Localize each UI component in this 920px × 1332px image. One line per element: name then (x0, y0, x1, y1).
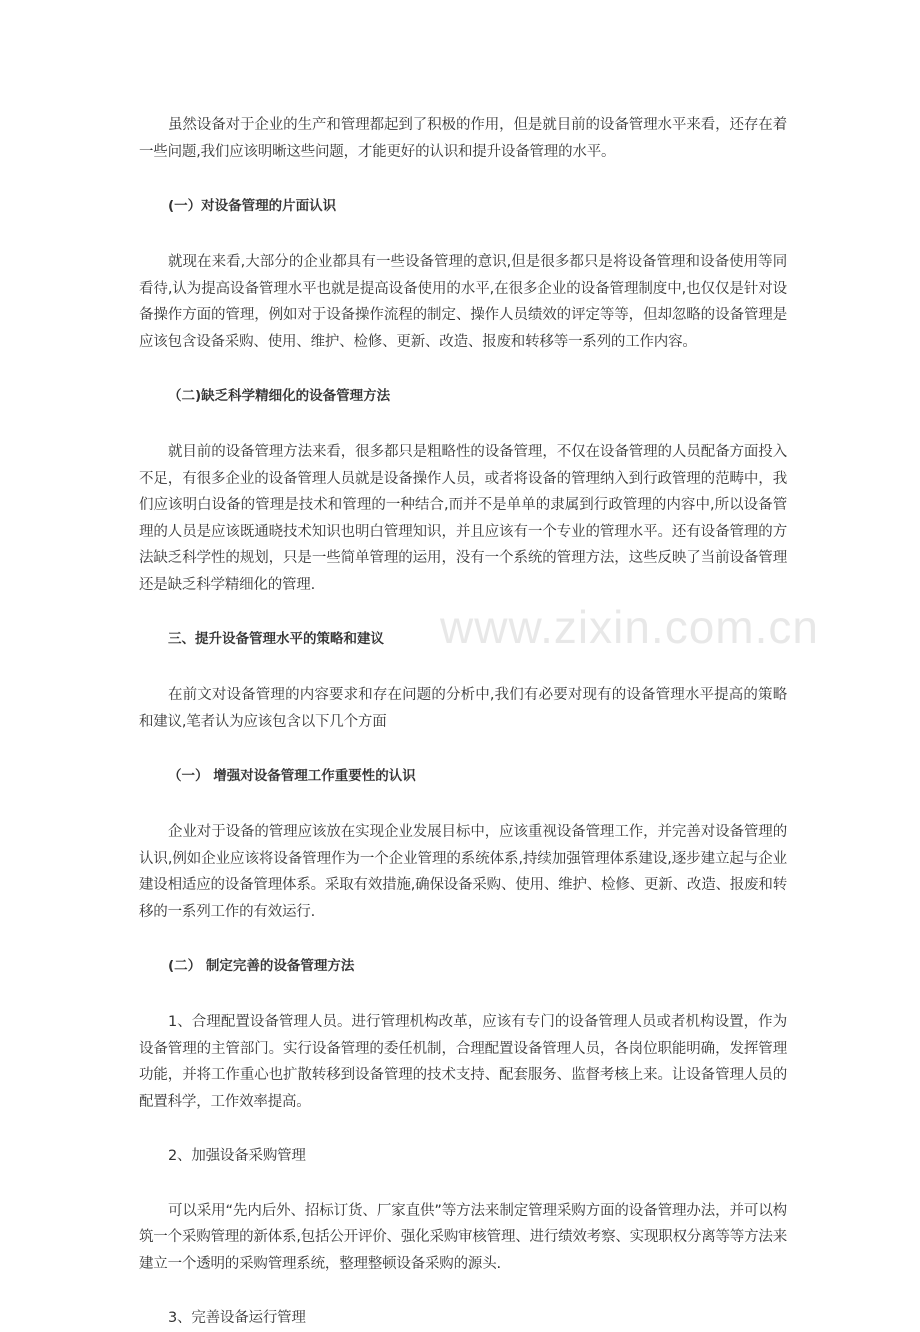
paragraph-staffing: 1、合理配置设备管理人员。进行管理机构改革，应该有专门的设备管理人员或者机构设置，作为设备管理的主管部门。实行设备管理的委任机制，合理配置设备管理人员，各岗位职能明确，发挥管理功能，并将工作重心也扩散转移到设备管理的技术支持、配套服务、监督考核上来。让设备管理人员的配置科学，工作效率提高。 (139, 1014, 787, 1110)
paragraph-partial-understanding: 就现在来看,大部分的企业都具有一些设备管理的意识,但是很多都只是将设备管理和设备使用等同看待,认为提高设备管理水平也就是提高设备使用的水平,在很多企业的设备管理制度中,也仅仅是针对设备操作方面的管理，例如对于设备操作流程的制定、操作人员绩效的评定等等，但却忽略的设备管理是应该包含设备采购、使用、维护、检修、更新、改造、报废和转移等一系列的工作内容。 (139, 254, 787, 350)
paragraph-strategies-intro: 在前文对设备管理的内容要求和存在问题的分析中,我们有必要对现有的设备管理水平提高的策略和建议,笔者认为应该包含以下几个方面 (139, 687, 787, 730)
section-heading-strategies: 三、提升设备管理水平的策略和建议 (168, 631, 384, 647)
section-heading-management-method: (二） 制定完善的设备管理方法 (168, 958, 355, 974)
paragraph-procurement-title: 2、加强设备采购管理 (168, 1148, 306, 1164)
paragraph-awareness: 企业对于设备的管理应该放在实现企业发展目标中，应该重视设备管理工作，并完善对设备管理的认识,例如企业应该将设备管理作为一个企业管理的系统体系,持续加强管理体系建设,逐步建立起与企业建设相适应的设备管理体系。采取有效措施,确保设备采购、使用、维护、检修、更新、改造、报废和转移的一系列工作的有效运行. (139, 824, 787, 920)
section-heading-awareness: （一） 增强对设备管理工作重要性的认识 (168, 768, 416, 784)
paragraph-lack-of-method: 就目前的设备管理方法来看，很多都只是粗略性的设备管理，不仅在设备管理的人员配备方面投入不足，有很多企业的设备管理人员就是设备操作人员，或者将设备的管理纳入到行政管理的范畴中，我们应该明白设备的管理是技术和管理的一种结合,而并不是单单的隶属到行政管理的内容中,所以设备管理的人员是应该既通晓技术知识也明白管理知识，并且应该有一个专业的管理水平。还有设备管理的方法缺乏科学性的规划，只是一些简单管理的运用，没有一个系统的管理方法，这些反映了当前设备管理还是缺乏科学精细化的管理. (139, 444, 787, 593)
section-heading-partial-understanding: (一）对设备管理的片面认识 (168, 198, 337, 214)
intro-paragraph: 虽然设备对于企业的生产和管理都起到了积极的作用，但是就目前的设备管理水平来看，还存在着一些问题,我们应该明晰这些问题，才能更好的认识和提升设备管理的水平。 (139, 117, 787, 160)
paragraph-procurement: 可以采用“先内后外、招标订货、厂家直供”等方法来制定管理采购方面的设备管理办法，并可以构筑一个采购管理的新体系,包括公开评价、强化采购审核管理、进行绩效考察、实现职权分离等等方法来建立一个透明的采购管理系统，整理整顿设备采购的源头. (139, 1202, 787, 1272)
section-heading-lack-of-method: （二)缺乏科学精细化的设备管理方法 (168, 388, 391, 404)
document-body (139, 112, 787, 1332)
paragraph-operation-title: 3、完善设备运行管理 (168, 1310, 306, 1326)
watermark-text: www.zixin.com.cn (440, 601, 819, 653)
